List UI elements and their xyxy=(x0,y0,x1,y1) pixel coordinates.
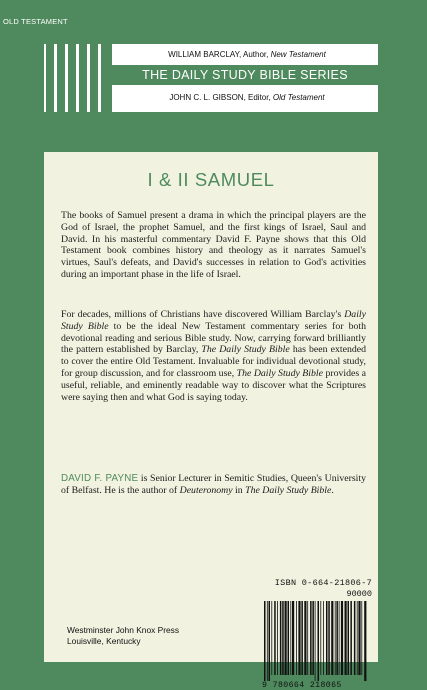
barcode-bar xyxy=(354,601,356,675)
barcode-bar xyxy=(307,601,308,675)
price-code: 90000 xyxy=(346,589,372,599)
barcode-bar xyxy=(358,601,360,675)
ean-number: 9 780664 218065 xyxy=(262,681,342,690)
barcode-bar xyxy=(361,601,362,675)
author-bio: DAVID F. PAYNE is Senior Lecturer in Semitic Studies, Queen's University of Belfast. He is the author of Deuteronomy in The Daily Study Bible. xyxy=(61,473,366,496)
publisher-city: Louisville, Kentucky xyxy=(67,636,141,646)
barcode-bar xyxy=(312,601,314,675)
barcode-bar xyxy=(271,601,272,675)
barcode-bar xyxy=(264,601,266,681)
barcode-bar xyxy=(335,601,336,675)
series-logo-bars xyxy=(44,44,114,112)
barcode-bar xyxy=(350,601,352,675)
isbn-number: ISBN 0-664-21806-7 xyxy=(274,578,372,588)
barcode-bar xyxy=(348,601,350,675)
description-paragraph-1: The books of Samuel present a drama in which the principal players are the God of Israel, the prophet Samuel, and the first kings of Israel, Saul and David. In his masterful commentary David F. Payne shows that this Old Testament book combines history and theology as it narrates Samuel's virtues, Saul's defeats, and David's successes in relation to God's activities during an important phase in the life of Israel. xyxy=(61,210,366,280)
series-title: THE DAILY STUDY BIBLE SERIES xyxy=(112,65,378,85)
barcode-bar xyxy=(298,601,300,675)
edge-label: OLD TESTAMENT xyxy=(3,17,68,26)
author-name: DAVID F. PAYNE xyxy=(61,473,139,484)
barcode-bar xyxy=(331,601,333,675)
barcode-bar xyxy=(292,601,294,675)
barcode-bar xyxy=(301,601,303,675)
description-panel xyxy=(44,152,378,690)
barcode-bar xyxy=(282,601,284,675)
barcode-bar xyxy=(326,601,328,675)
barcode-bar xyxy=(290,601,291,675)
barcode-bar xyxy=(315,601,316,681)
series-author-line: WILLIAM BARCLAY, Author, New Testament xyxy=(168,50,326,59)
barcode-bar xyxy=(345,601,347,675)
barcode-bar xyxy=(277,601,278,675)
series-banner xyxy=(44,44,378,112)
barcode-bar xyxy=(304,601,306,675)
barcode-bar xyxy=(269,601,271,681)
barcode-bar xyxy=(328,601,330,675)
barcode-bar xyxy=(336,601,338,675)
publisher-name: Westminster John Knox Press xyxy=(67,625,180,635)
barcode-bar xyxy=(288,601,290,675)
barcode-block xyxy=(262,578,372,690)
barcode-bar xyxy=(310,601,312,675)
barcode-bar xyxy=(285,601,287,675)
barcode-bar xyxy=(341,601,343,675)
barcode-bar xyxy=(274,601,276,675)
barcode-bar xyxy=(364,601,366,681)
publisher-info xyxy=(67,625,179,647)
barcode-bar xyxy=(320,601,321,675)
description-paragraph-2: For decades, millions of Christians have discovered William Barclay's Daily Study Bible to be the ideal New Testament commentary series for both devotional reading and serious Bible study. Now, carrying forward brilliantly the pattern established by Barclay, The Daily Study Bible has been extended to cover the entire Old Testament. Invaluable for individual devotional study, for group discussion, and for classroom use, The Daily Study Bible provides a useful, reliable, and eminently readable way to discover what the Scriptures were saying then and what God is saying today. xyxy=(61,309,367,403)
barcode-bar xyxy=(323,601,324,675)
barcode-bar xyxy=(318,601,320,681)
barcode-bar xyxy=(296,601,297,675)
barcode-bar xyxy=(339,601,340,675)
barcode-bar xyxy=(280,601,282,675)
barcode-bar xyxy=(267,601,268,681)
series-editor-line: JOHN C. L. GIBSON, Editor, Old Testament xyxy=(169,93,325,102)
book-title: I & II SAMUEL xyxy=(147,169,275,190)
barcode-icon xyxy=(262,601,372,681)
barcode-bar xyxy=(357,601,358,675)
